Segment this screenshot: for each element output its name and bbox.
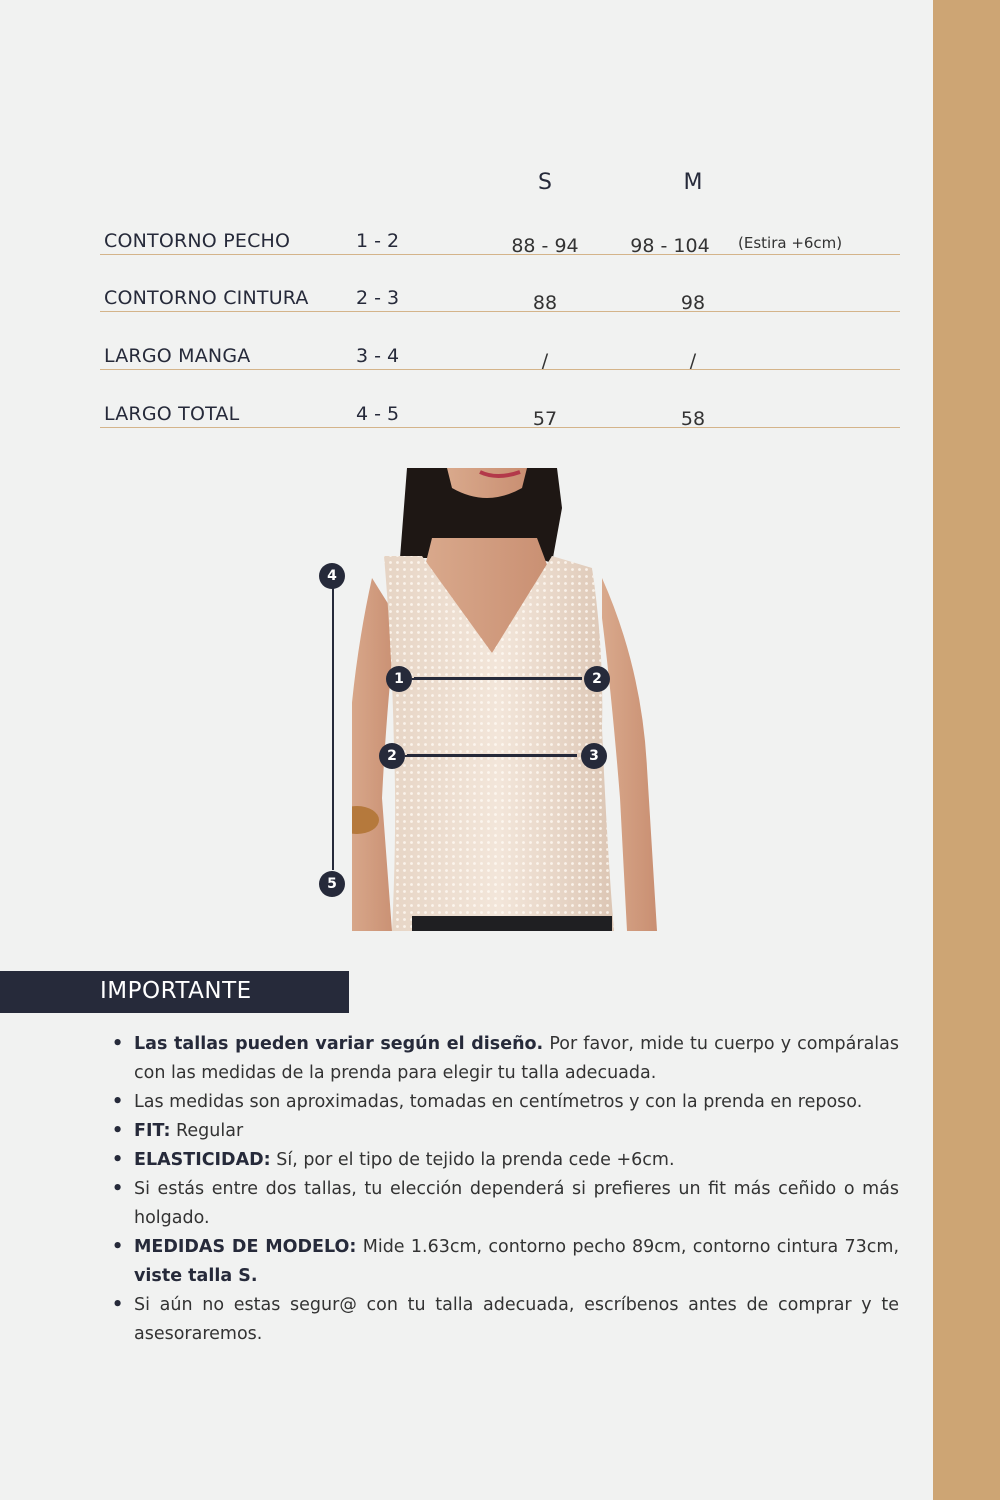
value-m: 98 - 104 — [630, 235, 710, 257]
value-s: / — [541, 350, 549, 372]
size-header-m: M — [683, 170, 703, 195]
list-item: • ELASTICIDAD: Sí, por el tipo de tejido la prenda cede +6cm. — [134, 1146, 899, 1175]
marker-2: 2 — [584, 666, 610, 692]
stretch-note: (Estira +6cm) — [738, 234, 843, 252]
list-item: • MEDIDAS DE MODELO: Mide 1.63cm, contorno pecho 89cm, contorno cintura 73cm, viste talla S. — [134, 1233, 899, 1291]
important-title: IMPORTANTE — [100, 978, 252, 1004]
marker-5: 5 — [319, 871, 345, 897]
value-m: 98 — [680, 292, 706, 314]
table-row — [100, 224, 900, 255]
side-color-band — [933, 0, 1000, 1500]
row-points: 1 - 2 — [356, 230, 400, 252]
row-label: CONTORNO CINTURA — [104, 287, 309, 309]
table-row — [100, 281, 900, 312]
value-m: 58 — [680, 408, 706, 430]
marker-2-waist: 2 — [379, 743, 405, 769]
product-photo — [352, 468, 657, 931]
important-list — [134, 1030, 899, 1349]
row-points: 2 - 3 — [356, 287, 400, 309]
row-points: 3 - 4 — [356, 345, 400, 367]
sleeve-measure-line — [412, 678, 582, 680]
list-item: • Si aún no estas segur@ con tu talla adecuada, escríbenos antes de comprar y te asesoraremos. — [134, 1291, 899, 1349]
list-item: • Las tallas pueden variar según el diseño. Por favor, mide tu cuerpo y compáralas con las medidas de la prenda para elegir tu talla adecuada. — [134, 1030, 899, 1088]
table-row — [100, 339, 900, 370]
marker-3: 3 — [581, 743, 607, 769]
marker-1: 1 — [386, 666, 412, 692]
list-item: • Si estás entre dos tallas, tu elección dependerá si prefieres un fit más ceñido o más holgado. — [134, 1175, 899, 1233]
row-points: 4 - 5 — [356, 403, 400, 425]
value-m: / — [689, 350, 697, 372]
value-s: 88 - 94 — [511, 235, 579, 257]
row-label: LARGO MANGA — [104, 345, 251, 367]
sequin-top-illustration — [352, 468, 657, 931]
length-measure-line — [332, 588, 334, 870]
list-item: • FIT: Regular — [134, 1117, 899, 1146]
marker-4: 4 — [319, 563, 345, 589]
value-s: 57 — [532, 408, 558, 430]
size-header-s: S — [538, 170, 552, 195]
list-item: • Las medidas son aproximadas, tomadas en centímetros y con la prenda en reposo. — [134, 1088, 899, 1117]
row-label: LARGO TOTAL — [104, 403, 240, 425]
waist-measure-line — [405, 755, 577, 757]
table-row — [100, 397, 900, 428]
row-label: CONTORNO PECHO — [104, 230, 291, 252]
value-s: 88 — [532, 292, 558, 314]
